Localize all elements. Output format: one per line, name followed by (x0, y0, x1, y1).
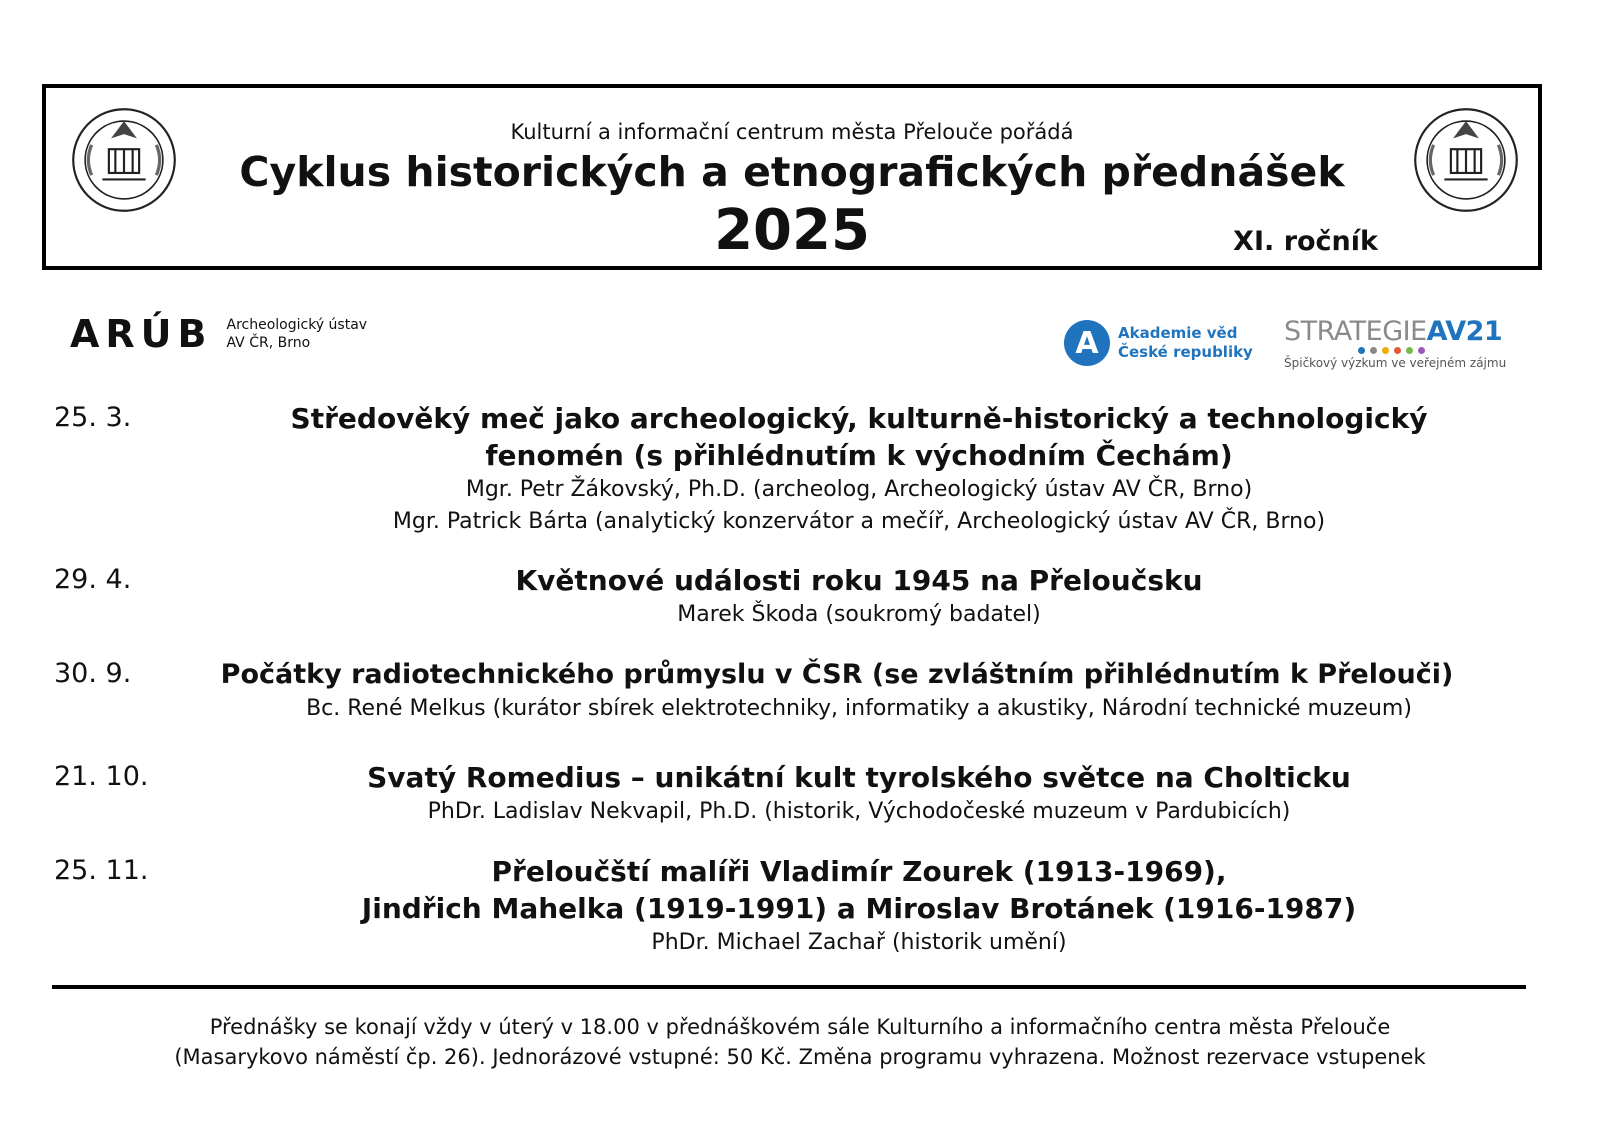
header-box (42, 84, 1542, 270)
lecture-title-line: Přeloučští malíři Vladimír Zourek (1913-1969), (491, 855, 1227, 888)
footer-note (40, 1012, 1560, 1072)
strategy-av21-logo (1284, 316, 1506, 370)
academy-logo-line1: Akademie věd (1118, 324, 1238, 342)
lecture-item (54, 656, 1524, 725)
lecture-date: 25. 11. (54, 855, 149, 886)
lecture-speaker: PhDr. Michael Zachař (historik umění) (651, 930, 1067, 955)
footer-line: (Masarykovo náměstí čp. 26). Jednorázové vstupné: 50 Kč. Změna programu vyhrazena. Možnost rezervace vstupenek (174, 1045, 1426, 1069)
lecture-title-line: Počátky radiotechnického průmyslu v ČSR (se zvláštním přihlédnutím k Přelouči) (220, 659, 1454, 690)
lecture-item (54, 759, 1524, 828)
arub-logo-mark: ARÚB (70, 312, 213, 356)
strategy-logo-name-gray: STRATEGIE (1284, 316, 1427, 347)
lecture-title-line: Jindřich Mahelka (1919-1991) a Miroslav Brotánek (1916-1987) (361, 892, 1357, 925)
arub-logo-line2: AV ČR, Brno (226, 335, 311, 351)
strategy-logo-dot (1394, 347, 1401, 354)
academy-a-icon: A (1064, 320, 1110, 366)
organizer-text: Kulturní a informační centrum města Přelouče pořádá (510, 120, 1074, 144)
strategy-logo-dot (1382, 347, 1389, 354)
edition-label: XI. ročník (1233, 226, 1378, 257)
lecture-date: 29. 4. (54, 564, 132, 595)
lecture-date: 21. 10. (54, 761, 149, 792)
strategy-logo-dots (1358, 347, 1506, 354)
lecture-title-line: Středověký meč jako archeologický, kulturně-historický a technologický (290, 402, 1428, 435)
year: 2025 (714, 198, 870, 263)
strategy-logo-dot (1370, 347, 1377, 354)
lecture-speaker: Mgr. Petr Žákovský, Ph.D. (archeolog, Archeologický ústav AV ČR, Brno) (465, 477, 1253, 502)
lecture-item (54, 853, 1524, 959)
lecture-speaker: Bc. René Melkus (kurátor sbírek elektrotechniky, informatiky a akustiky, Národní technické muzeum) (306, 696, 1412, 721)
lecture-title (54, 656, 1524, 693)
strategy-logo-dot (1358, 347, 1365, 354)
footer-line: Přednášky se konají vždy v úterý v 18.00 v přednáškovém sále Kulturního a informačního centra města Přelouče (209, 1015, 1391, 1039)
strategy-logo-name-blue: AV21 (1426, 316, 1503, 347)
academy-logo-line2: České republiky (1118, 343, 1253, 361)
lecture-title (54, 400, 1524, 474)
arub-logo-text (227, 316, 368, 352)
strategy-logo-dot (1418, 347, 1425, 354)
page-title: Cyklus historických a etnografických přednášek (239, 148, 1345, 196)
arub-logo-line1: Archeologický ústav (226, 317, 368, 333)
divider (52, 985, 1526, 989)
lecture-date: 30. 9. (54, 658, 132, 689)
strategy-logo-dot (1406, 347, 1413, 354)
lecture-speaker: Marek Škoda (soukromý badatel) (677, 602, 1041, 627)
lecture-title (54, 562, 1524, 599)
lecture-speaker: Mgr. Patrick Bárta (analytický konzervátor a mečíř, Archeologický ústav AV ČR, Brno) (392, 509, 1326, 534)
lecture-speaker: PhDr. Ladislav Nekvapil, Ph.D. (historik, Východočeské muzeum v Pardubicích) (427, 799, 1291, 824)
lecture-title (54, 759, 1524, 796)
academy-logo-text (1118, 324, 1253, 362)
lecture-item (54, 562, 1524, 631)
lecture-title-line: Květnové události roku 1945 na Přeloučsku (515, 564, 1203, 597)
lecture-item (54, 400, 1524, 538)
lecture-title (54, 853, 1524, 927)
lecture-title-line: Svatý Romedius – unikátní kult tyrolského světce na Cholticku (367, 761, 1351, 794)
academy-logo (1064, 320, 1253, 366)
strategy-logo-tagline: Špičkový výzkum ve veřejném zájmu (1284, 356, 1507, 370)
town-seal-icon (1412, 106, 1520, 214)
lecture-date: 25. 3. (54, 402, 132, 433)
arub-logo (70, 312, 367, 356)
lecture-title-line: fenomén (s přihlédnutím k východním Čechám) (485, 439, 1233, 472)
strategy-logo-name (1284, 316, 1506, 347)
